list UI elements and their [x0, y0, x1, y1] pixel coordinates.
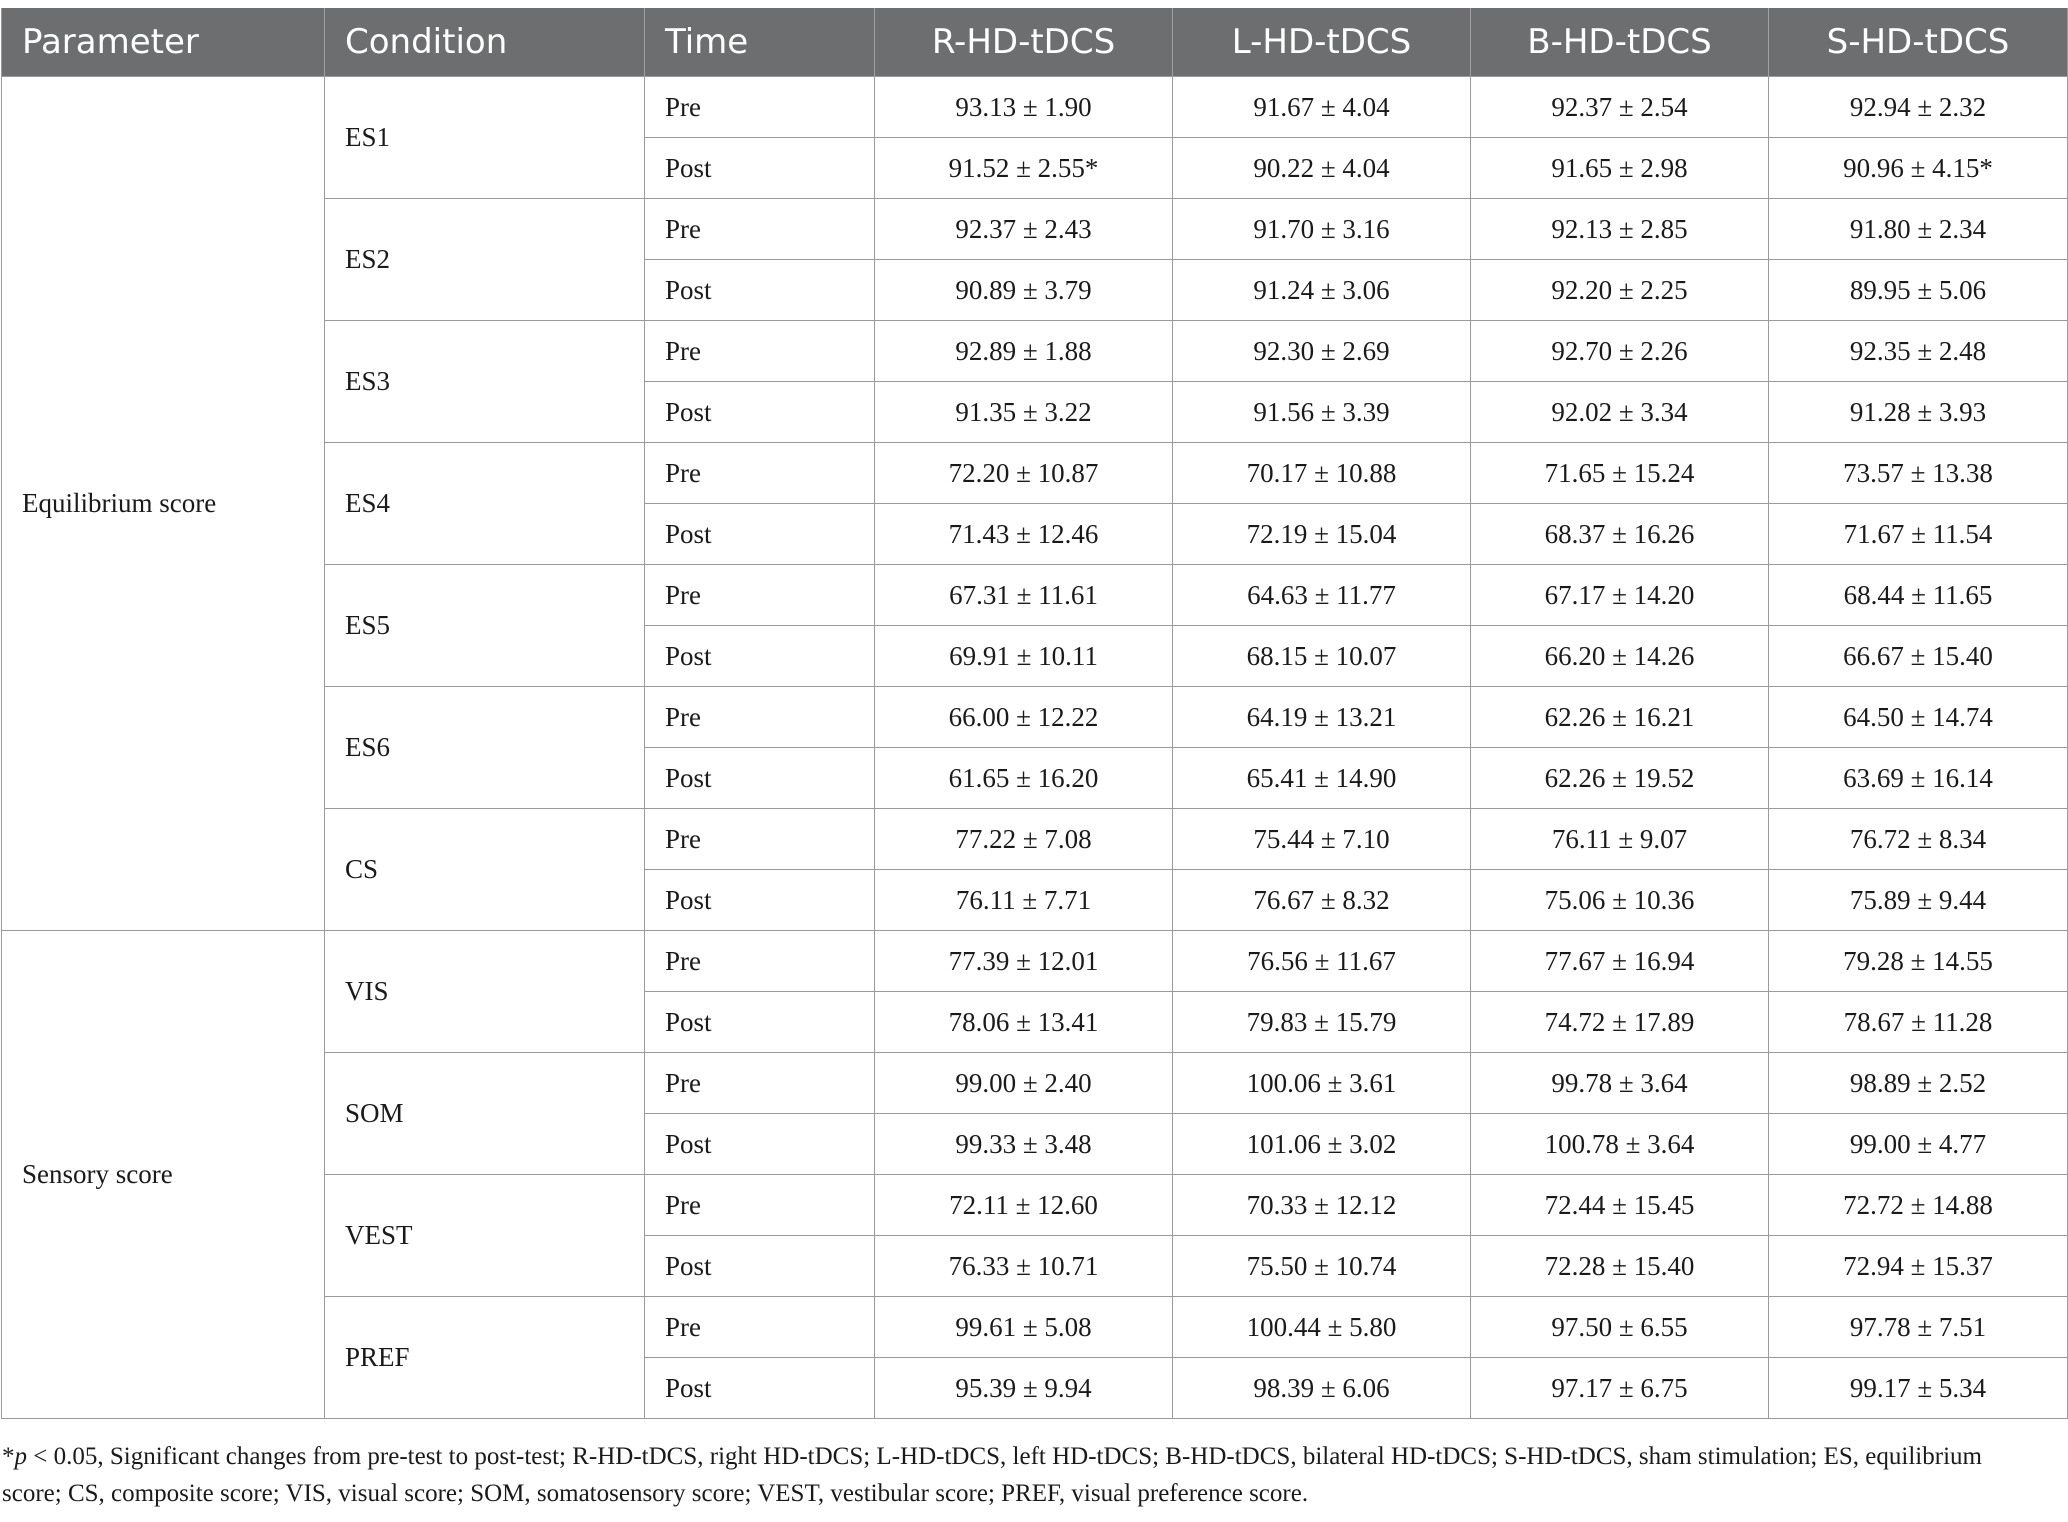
- s-hd-tdcs-value: 90.96 ± 4.15*: [1769, 138, 2068, 199]
- b-hd-tdcs-value: 66.20 ± 14.26: [1471, 626, 1769, 687]
- time-cell: Pre: [645, 565, 875, 626]
- s-hd-tdcs-value: 72.72 ± 14.88: [1769, 1175, 2068, 1236]
- s-hd-tdcs-value: 92.94 ± 2.32: [1769, 77, 2068, 138]
- s-hd-tdcs-value: 68.44 ± 11.65: [1769, 565, 2068, 626]
- results-table: [1, 8, 2068, 1419]
- r-hd-tdcs-value: 72.11 ± 12.60: [875, 1175, 1173, 1236]
- time-cell: Post: [645, 992, 875, 1053]
- table-row: [2, 931, 2068, 992]
- condition-cell: ES3: [325, 321, 645, 443]
- time-cell: Post: [645, 1236, 875, 1297]
- r-hd-tdcs-value: 76.11 ± 7.71: [875, 870, 1173, 931]
- b-hd-tdcs-value: 62.26 ± 16.21: [1471, 687, 1769, 748]
- b-hd-tdcs-value: 76.11 ± 9.07: [1471, 809, 1769, 870]
- time-cell: Pre: [645, 1297, 875, 1358]
- l-hd-tdcs-value: 64.19 ± 13.21: [1173, 687, 1471, 748]
- b-hd-tdcs-value: 92.37 ± 2.54: [1471, 77, 1769, 138]
- table-footnote: [2, 1438, 2042, 1512]
- l-hd-tdcs-value: 90.22 ± 4.04: [1173, 138, 1471, 199]
- time-cell: Post: [645, 870, 875, 931]
- b-hd-tdcs-value: 75.06 ± 10.36: [1471, 870, 1769, 931]
- r-hd-tdcs-value: 95.39 ± 9.94: [875, 1358, 1173, 1419]
- r-hd-tdcs-value: 78.06 ± 13.41: [875, 992, 1173, 1053]
- b-hd-tdcs-value: 97.17 ± 6.75: [1471, 1358, 1769, 1419]
- time-cell: Post: [645, 748, 875, 809]
- condition-cell: ES1: [325, 77, 645, 199]
- s-hd-tdcs-value: 98.89 ± 2.52: [1769, 1053, 2068, 1114]
- b-hd-tdcs-value: 74.72 ± 17.89: [1471, 992, 1769, 1053]
- s-hd-tdcs-value: 99.00 ± 4.77: [1769, 1114, 2068, 1175]
- r-hd-tdcs-value: 66.00 ± 12.22: [875, 687, 1173, 748]
- l-hd-tdcs-value: 72.19 ± 15.04: [1173, 504, 1471, 565]
- s-hd-tdcs-value: 72.94 ± 15.37: [1769, 1236, 2068, 1297]
- time-cell: Post: [645, 504, 875, 565]
- r-hd-tdcs-value: 99.61 ± 5.08: [875, 1297, 1173, 1358]
- condition-cell: ES6: [325, 687, 645, 809]
- l-hd-tdcs-value: 91.70 ± 3.16: [1173, 199, 1471, 260]
- b-hd-tdcs-value: 72.44 ± 15.45: [1471, 1175, 1769, 1236]
- b-hd-tdcs-value: 91.65 ± 2.98: [1471, 138, 1769, 199]
- b-hd-tdcs-value: 92.20 ± 2.25: [1471, 260, 1769, 321]
- s-hd-tdcs-value: 91.80 ± 2.34: [1769, 199, 2068, 260]
- b-hd-tdcs-value: 100.78 ± 3.64: [1471, 1114, 1769, 1175]
- b-hd-tdcs-value: 99.78 ± 3.64: [1471, 1053, 1769, 1114]
- time-cell: Post: [645, 626, 875, 687]
- condition-cell: PREF: [325, 1297, 645, 1419]
- s-hd-tdcs-value: 99.17 ± 5.34: [1769, 1358, 2068, 1419]
- condition-cell: ES5: [325, 565, 645, 687]
- r-hd-tdcs-value: 91.52 ± 2.55*: [875, 138, 1173, 199]
- time-cell: Pre: [645, 809, 875, 870]
- time-cell: Pre: [645, 1053, 875, 1114]
- header-parameter: Parameter: [2, 8, 325, 77]
- r-hd-tdcs-value: 76.33 ± 10.71: [875, 1236, 1173, 1297]
- l-hd-tdcs-value: 79.83 ± 15.79: [1173, 992, 1471, 1053]
- s-hd-tdcs-value: 66.67 ± 15.40: [1769, 626, 2068, 687]
- l-hd-tdcs-value: 76.67 ± 8.32: [1173, 870, 1471, 931]
- condition-cell: ES4: [325, 443, 645, 565]
- l-hd-tdcs-value: 68.15 ± 10.07: [1173, 626, 1471, 687]
- s-hd-tdcs-value: 78.67 ± 11.28: [1769, 992, 2068, 1053]
- l-hd-tdcs-value: 91.24 ± 3.06: [1173, 260, 1471, 321]
- time-cell: Pre: [645, 1175, 875, 1236]
- b-hd-tdcs-value: 97.50 ± 6.55: [1471, 1297, 1769, 1358]
- header-b-hd-tdcs: B-HD-tDCS: [1471, 8, 1769, 77]
- b-hd-tdcs-value: 67.17 ± 14.20: [1471, 565, 1769, 626]
- time-cell: Post: [645, 382, 875, 443]
- s-hd-tdcs-value: 75.89 ± 9.44: [1769, 870, 2068, 931]
- r-hd-tdcs-value: 77.39 ± 12.01: [875, 931, 1173, 992]
- r-hd-tdcs-value: 92.89 ± 1.88: [875, 321, 1173, 382]
- l-hd-tdcs-value: 75.50 ± 10.74: [1173, 1236, 1471, 1297]
- condition-cell: VIS: [325, 931, 645, 1053]
- s-hd-tdcs-value: 63.69 ± 16.14: [1769, 748, 2068, 809]
- l-hd-tdcs-value: 64.63 ± 11.77: [1173, 565, 1471, 626]
- b-hd-tdcs-value: 62.26 ± 19.52: [1471, 748, 1769, 809]
- s-hd-tdcs-value: 97.78 ± 7.51: [1769, 1297, 2068, 1358]
- r-hd-tdcs-value: 72.20 ± 10.87: [875, 443, 1173, 504]
- r-hd-tdcs-value: 99.33 ± 3.48: [875, 1114, 1173, 1175]
- time-cell: Post: [645, 260, 875, 321]
- s-hd-tdcs-value: 89.95 ± 5.06: [1769, 260, 2068, 321]
- header-row: [2, 8, 2068, 77]
- condition-cell: VEST: [325, 1175, 645, 1297]
- l-hd-tdcs-value: 91.56 ± 3.39: [1173, 382, 1471, 443]
- r-hd-tdcs-value: 99.00 ± 2.40: [875, 1053, 1173, 1114]
- time-cell: Post: [645, 1358, 875, 1419]
- condition-cell: SOM: [325, 1053, 645, 1175]
- r-hd-tdcs-value: 90.89 ± 3.79: [875, 260, 1173, 321]
- l-hd-tdcs-value: 101.06 ± 3.02: [1173, 1114, 1471, 1175]
- b-hd-tdcs-value: 68.37 ± 16.26: [1471, 504, 1769, 565]
- s-hd-tdcs-value: 71.67 ± 11.54: [1769, 504, 2068, 565]
- time-cell: Pre: [645, 443, 875, 504]
- l-hd-tdcs-value: 100.44 ± 5.80: [1173, 1297, 1471, 1358]
- footnote-p: p: [14, 1443, 27, 1470]
- l-hd-tdcs-value: 75.44 ± 7.10: [1173, 809, 1471, 870]
- header-s-hd-tdcs: S-HD-tDCS: [1769, 8, 2068, 77]
- r-hd-tdcs-value: 71.43 ± 12.46: [875, 504, 1173, 565]
- b-hd-tdcs-value: 92.02 ± 3.34: [1471, 382, 1769, 443]
- r-hd-tdcs-value: 61.65 ± 16.20: [875, 748, 1173, 809]
- l-hd-tdcs-value: 91.67 ± 4.04: [1173, 77, 1471, 138]
- time-cell: Post: [645, 138, 875, 199]
- s-hd-tdcs-value: 92.35 ± 2.48: [1769, 321, 2068, 382]
- b-hd-tdcs-value: 77.67 ± 16.94: [1471, 931, 1769, 992]
- l-hd-tdcs-value: 100.06 ± 3.61: [1173, 1053, 1471, 1114]
- header-r-hd-tdcs: R-HD-tDCS: [875, 8, 1173, 77]
- r-hd-tdcs-value: 91.35 ± 3.22: [875, 382, 1173, 443]
- time-cell: Pre: [645, 77, 875, 138]
- header-l-hd-tdcs: L-HD-tDCS: [1173, 8, 1471, 77]
- header-condition: Condition: [325, 8, 645, 77]
- b-hd-tdcs-value: 72.28 ± 15.40: [1471, 1236, 1769, 1297]
- l-hd-tdcs-value: 70.33 ± 12.12: [1173, 1175, 1471, 1236]
- time-cell: Pre: [645, 321, 875, 382]
- b-hd-tdcs-value: 92.70 ± 2.26: [1471, 321, 1769, 382]
- b-hd-tdcs-value: 71.65 ± 15.24: [1471, 443, 1769, 504]
- time-cell: Pre: [645, 687, 875, 748]
- l-hd-tdcs-value: 70.17 ± 10.88: [1173, 443, 1471, 504]
- s-hd-tdcs-value: 79.28 ± 14.55: [1769, 931, 2068, 992]
- condition-cell: CS: [325, 809, 645, 931]
- parameter-cell: Equilibrium score: [2, 77, 325, 931]
- table-body: [2, 77, 2068, 1419]
- r-hd-tdcs-value: 92.37 ± 2.43: [875, 199, 1173, 260]
- footnote-star: *: [2, 1443, 15, 1470]
- s-hd-tdcs-value: 91.28 ± 3.93: [1769, 382, 2068, 443]
- l-hd-tdcs-value: 76.56 ± 11.67: [1173, 931, 1471, 992]
- r-hd-tdcs-value: 69.91 ± 10.11: [875, 626, 1173, 687]
- r-hd-tdcs-value: 67.31 ± 11.61: [875, 565, 1173, 626]
- parameter-cell: Sensory score: [2, 931, 325, 1419]
- s-hd-tdcs-value: 64.50 ± 14.74: [1769, 687, 2068, 748]
- s-hd-tdcs-value: 73.57 ± 13.38: [1769, 443, 2068, 504]
- condition-cell: ES2: [325, 199, 645, 321]
- header-time: Time: [645, 8, 875, 77]
- table-row: [2, 77, 2068, 138]
- l-hd-tdcs-value: 65.41 ± 14.90: [1173, 748, 1471, 809]
- l-hd-tdcs-value: 92.30 ± 2.69: [1173, 321, 1471, 382]
- r-hd-tdcs-value: 77.22 ± 7.08: [875, 809, 1173, 870]
- results-table-container: [1, 8, 2067, 1419]
- time-cell: Pre: [645, 199, 875, 260]
- l-hd-tdcs-value: 98.39 ± 6.06: [1173, 1358, 1471, 1419]
- time-cell: Post: [645, 1114, 875, 1175]
- b-hd-tdcs-value: 92.13 ± 2.85: [1471, 199, 1769, 260]
- footnote-text: < 0.05, Significant changes from pre-test to post-test; R-HD-tDCS, right HD-tDCS; L-HD-tDCS, left HD-tDCS; B-HD-tDCS, bilateral HD-tDCS; S-HD-tDCS, sham stimulation; ES, equilibrium score; CS, composite score; VIS, visual score; SOM, somatosensory score; VEST, vestibular score; PREF, visual preference score.: [2, 1443, 1982, 1507]
- time-cell: Pre: [645, 931, 875, 992]
- s-hd-tdcs-value: 76.72 ± 8.34: [1769, 809, 2068, 870]
- r-hd-tdcs-value: 93.13 ± 1.90: [875, 77, 1173, 138]
